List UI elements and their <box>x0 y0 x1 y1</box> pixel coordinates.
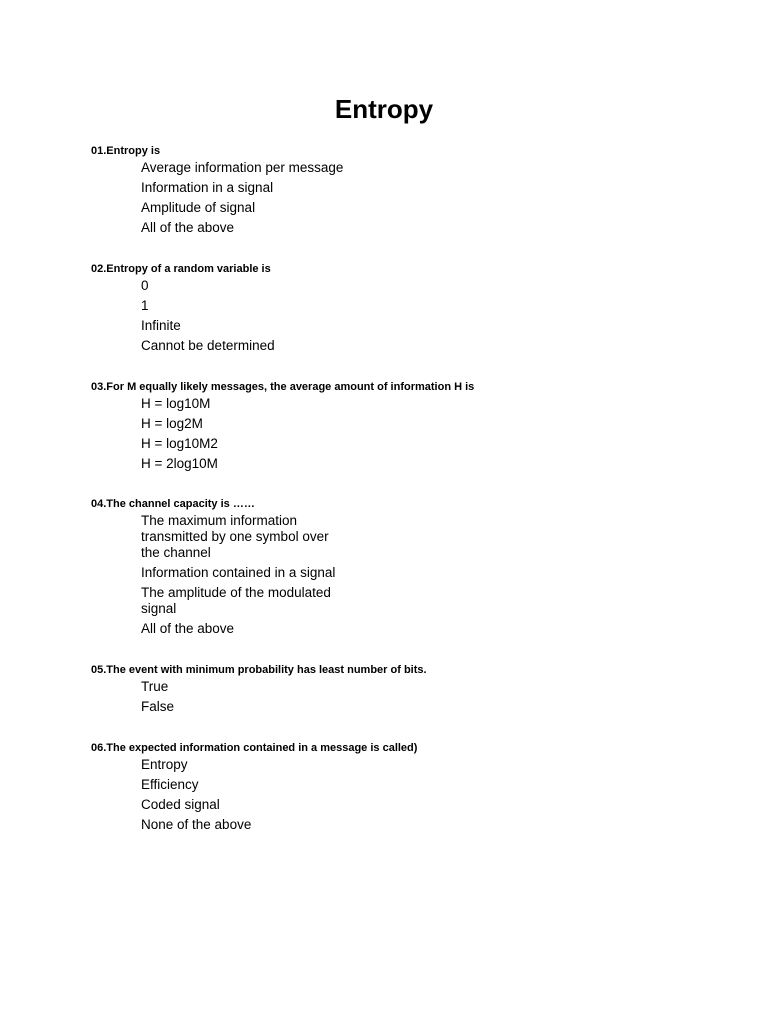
question-text: 01.Entropy is <box>91 145 161 157</box>
question-4 <box>91 497 711 641</box>
option-item: Average information per message <box>141 160 344 175</box>
question-text: 06.The expected information contained in a message is called) <box>91 742 418 754</box>
option-item: H = 2log10M <box>141 456 218 471</box>
option-item: 1 <box>141 298 149 313</box>
question-text: 03.For M equally likely messages, the average amount of information H is <box>91 381 475 393</box>
option-item: Cannot be determined <box>141 338 275 353</box>
option-list <box>91 160 711 236</box>
option-item: 0 <box>141 278 149 293</box>
question-1 <box>91 144 711 240</box>
option-list <box>91 757 711 833</box>
option-item: True <box>141 679 169 694</box>
option-item: All of the above <box>141 621 235 636</box>
question-text: 04.The channel capacity is …… <box>91 498 255 510</box>
option-list <box>91 396 711 472</box>
option-item: Entropy <box>141 757 188 772</box>
option-item: Information in a signal <box>141 180 274 195</box>
option-item: H = log10M2 <box>141 436 218 451</box>
option-item: The maximum information transmitted by one symbol over the channel <box>141 513 329 560</box>
option-list <box>91 278 711 354</box>
page-title: Entropy <box>334 94 434 124</box>
option-item: Coded signal <box>141 797 220 812</box>
option-list <box>91 679 711 715</box>
question-5 <box>91 663 711 719</box>
option-item: Amplitude of signal <box>141 200 256 215</box>
option-item: H = log2M <box>141 416 203 431</box>
question-6 <box>91 741 711 837</box>
question-text: 05.The event with minimum probability has least number of bits. <box>91 664 427 676</box>
option-item: H = log10M <box>141 396 211 411</box>
option-item: Information contained in a signal <box>141 565 336 580</box>
option-item: None of the above <box>141 817 252 832</box>
question-3 <box>91 380 711 476</box>
question-2 <box>91 262 711 358</box>
question-text: 02.Entropy of a random variable is <box>91 263 271 275</box>
option-item: All of the above <box>141 220 235 235</box>
option-item: Infinite <box>141 318 181 333</box>
option-item: False <box>141 699 175 714</box>
option-item: The amplitude of the modulated signal <box>141 585 331 616</box>
option-list <box>91 513 711 637</box>
option-item: Efficiency <box>141 777 199 792</box>
